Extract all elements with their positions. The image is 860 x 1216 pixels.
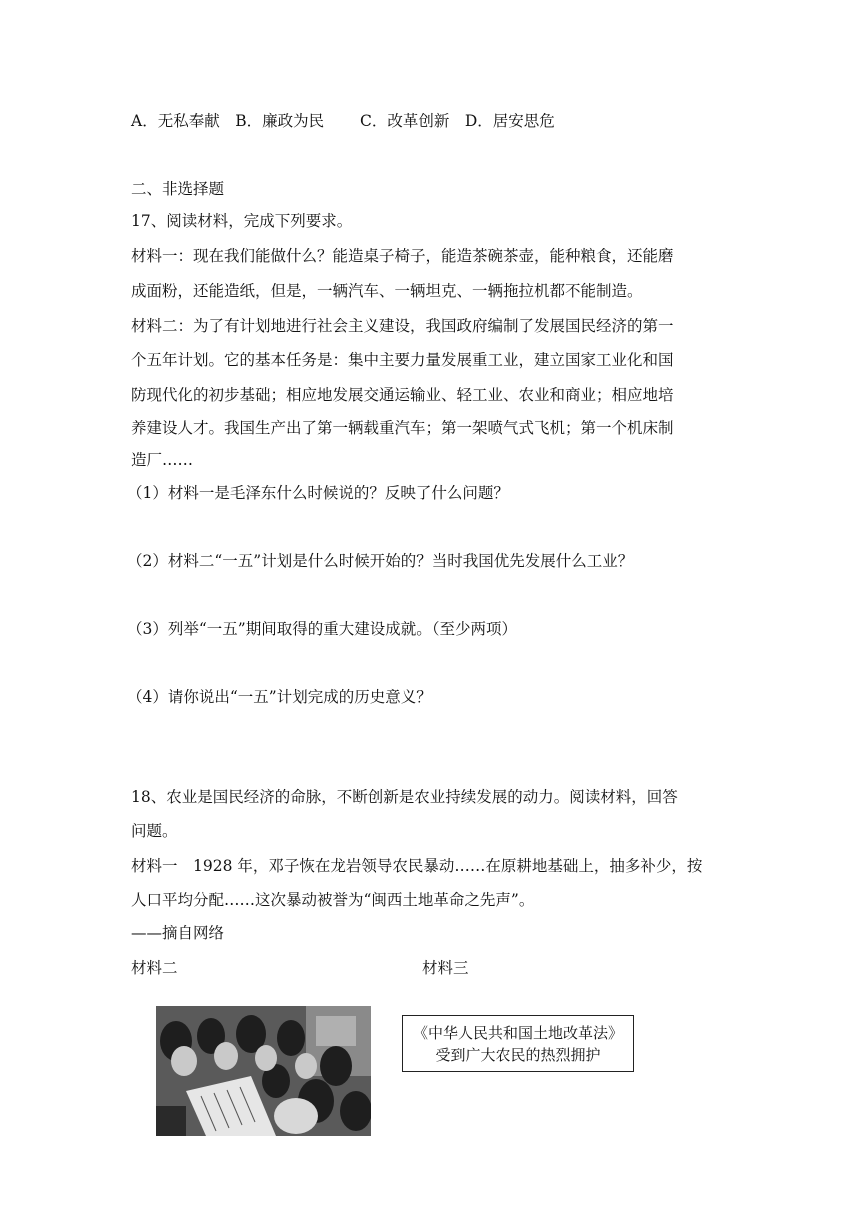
material2-label: 材料二 [131, 959, 178, 977]
q18-material1-line: 材料一 1928 年，邓子恢在龙岩领导农民暴动……在原耕地基础上，抽多补少，按 [131, 857, 703, 875]
section-title: 二、非选择题 [131, 180, 225, 198]
q17-material2-line: 个五年计划。它的基本任务是：集中主要力量发展重工业，建立国家工业化和国 [131, 351, 674, 369]
box-line-2: 受到广大农民的热烈拥护 [435, 1045, 601, 1064]
q18-stem-line: 18、农业是国民经济的命脉，不断创新是农业持续发展的动力。阅读材料，回答 [131, 788, 678, 806]
land-reform-photo [156, 1006, 371, 1136]
q17-question-4: （4）请你说出“一五”计划完成的历史意义？ [127, 688, 432, 706]
q17-question-2: （2）材料二“一五”计划是什么时候开始的？当时我国优先发展什么工业？ [127, 552, 634, 570]
q17-material2-line: 材料二：为了有计划地进行社会主义建设，我国政府编制了发展国民经济的第一 [131, 317, 674, 335]
q17-material2-line: 养建设人才。我国生产出了第一辆载重汽车；第一架喷气式飞机；第一个机床制 [131, 419, 674, 437]
material3-label: 材料三 [422, 959, 469, 977]
crowd-photo-image [156, 1006, 371, 1136]
options-line: A．无私奉献 B．廉政为民 C．改革创新 D．居安思危 [131, 112, 555, 130]
land-reform-law-box [402, 1015, 634, 1072]
q17-question-1: （1）材料一是毛泽东什么时候说的？反映了什么问题？ [127, 484, 509, 502]
q18-material1-line: 人口平均分配……这次暴动被誉为“闽西土地革命之先声”。 [131, 891, 535, 909]
q17-question-3: （3）列举“一五”期间取得的重大建设成就。（至少两项） [127, 620, 517, 638]
q17-material1-line: 成面粉，还能造纸，但是，一辆汽车、一辆坦克、一辆拖拉机都不能制造。 [131, 282, 643, 300]
q18-stem-line: 问题。 [131, 822, 178, 840]
q17-material2-line: 造厂…… [131, 451, 194, 469]
q17-stem: 17、阅读材料，完成下列要求。 [131, 212, 353, 230]
q17-material1-line: 材料一：现在我们能做什么？能造桌子椅子，能造茶碗茶壶，能种粮食，还能磨 [131, 247, 674, 265]
q18-source: ——摘自网络 [131, 924, 225, 942]
q17-material2-line: 防现代化的初步基础；相应地发展交通运输业、轻工业、农业和商业；相应地培 [131, 386, 674, 404]
box-line-1: 《中华人民共和国土地改革法》 [412, 1023, 623, 1042]
